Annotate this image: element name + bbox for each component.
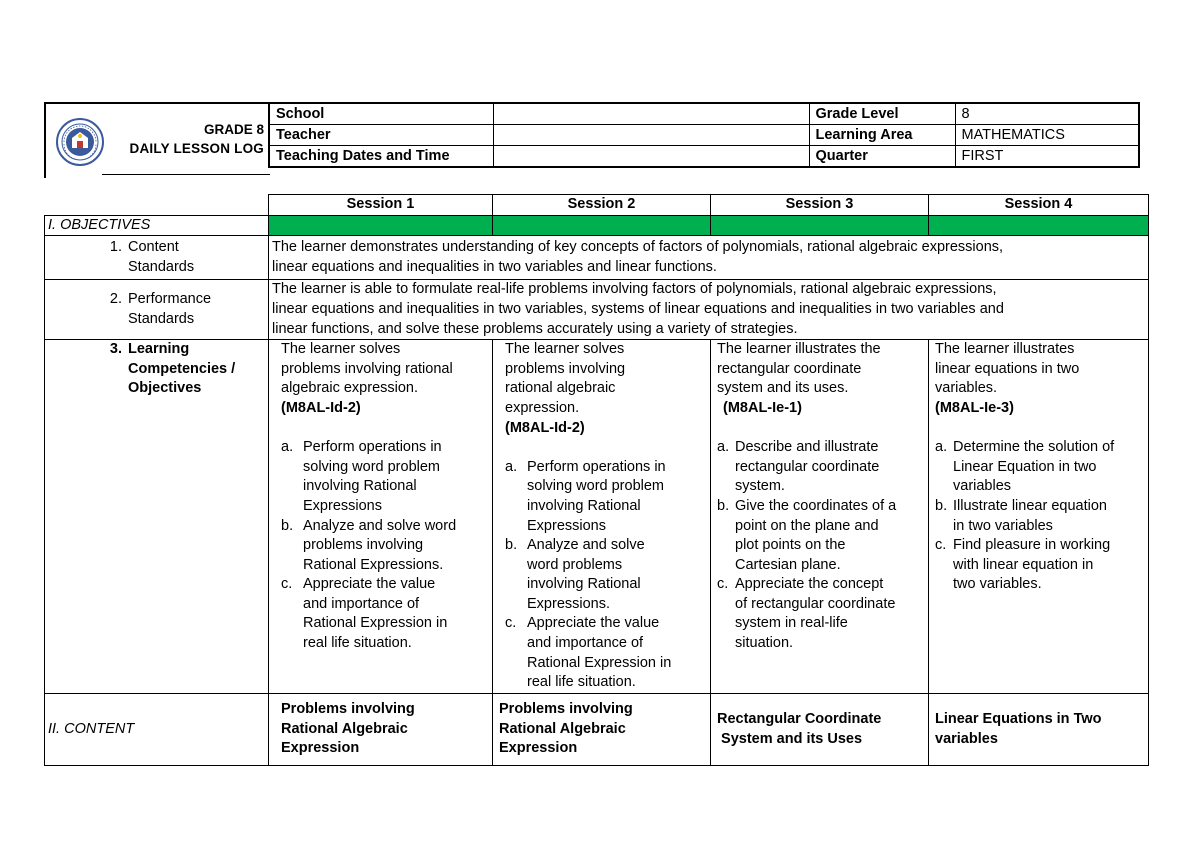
lesson-log-table xyxy=(44,194,1149,766)
list-item: c. Appreciate the value and importance of Rational Expression in real life situation. xyxy=(505,615,672,691)
list-item: b. Give the coordinates of a point on the plane and plot points on the Cartesian plane. xyxy=(717,497,897,573)
learning-area-value: MATHEMATICS xyxy=(955,125,1139,146)
logo-box xyxy=(44,102,270,174)
list-item: b. Illustrate linear equation in two variables xyxy=(935,497,1107,534)
performance-standards-row xyxy=(45,280,1149,340)
objectives-row xyxy=(45,215,1149,236)
list-item: a. Perform operations in solving word problem involving Rational Expressions xyxy=(505,458,666,534)
empty-corner-cell xyxy=(45,195,269,216)
competency-code: (M8AL-Id-2) xyxy=(505,419,585,436)
objectives-bar-3 xyxy=(711,215,929,236)
objectives-bar-4 xyxy=(929,215,1149,236)
school-row xyxy=(269,103,1139,125)
list-item: c. Find pleasure in working with linear equation in two variables. xyxy=(935,537,1111,593)
list-item: b. Analyze and solve word problems involving Rational Expressions. xyxy=(505,537,645,612)
session-1-header: Session 1 xyxy=(269,195,493,216)
performance-standards-text: The learner is able to formulate real-life problems involving factors of polynomials, rational algebraic expressions, linear equations and inequalities in two variables, systems of linear equations and inequalities in two variables and linear functions, and solve these problems accurately using a variety of strategies. xyxy=(269,280,1149,340)
content-standards-text: The learner demonstrates understanding of key concepts of factors of polynomials, rational algebraic expressions, linear equations and inequalities in two variables and linear functions. xyxy=(269,236,1149,280)
list-item: a. Determine the solution of Linear Equation in two variables xyxy=(935,439,1115,495)
objectives-bar-1 xyxy=(269,215,493,236)
learning-area-label: Learning Area xyxy=(809,125,955,146)
competency-code: (M8AL-Ie-3) xyxy=(935,399,1014,416)
competency-code: (M8AL-Id-2) xyxy=(281,399,361,416)
deped-seal-icon xyxy=(56,118,104,166)
content-standards-label: 1. Content Standards xyxy=(45,236,269,280)
session-3-header: Session 3 xyxy=(711,195,929,216)
session-3-content: Rectangular Coordinate System and its Uses xyxy=(711,694,929,766)
session-3-competency: The learner illustrates the rectangular coordinate system and its uses. (M8AL-Ie-1) a. Describe and illustrate rectangular coordinate system. b. Give the coordinates of a point on the plane and plot points on the Cartesian plane. c. Appreciate the concept of rectangular coordinate system in real-life situation. xyxy=(711,340,929,694)
session-1-content: Problems involving Rational Algebraic Expression xyxy=(269,694,493,766)
list-item: c. Appreciate the value and importance of Rational Expression in real life situation. xyxy=(281,576,448,652)
quarter-value: FIRST xyxy=(955,146,1139,168)
teacher-row xyxy=(269,125,1139,146)
learning-competencies-row xyxy=(45,340,1149,694)
session-2-competency: The learner solves problems involving rational algebraic expression. (M8AL-Id-2) a. Perform operations in solving word problem involving Rational Expressions b. Analyze and solve word problems involving Rational Expressions. c. Appreciate the value and importance of Rational Expression in real life situation. xyxy=(493,340,711,694)
school-value xyxy=(493,103,809,125)
header-section xyxy=(44,102,1148,174)
content-row xyxy=(45,694,1149,766)
teaching-dates-label: Teaching Dates and Time xyxy=(269,146,493,168)
grade-level-value: 8 xyxy=(955,103,1139,125)
list-item: a. Describe and illustrate rectangular coordinate system. xyxy=(717,439,880,495)
content-standards-row xyxy=(45,236,1149,280)
objectives-label: I. OBJECTIVES xyxy=(45,215,269,236)
session-1-competency: The learner solves problems involving rational algebraic expression. (M8AL-Id-2) a. Perform operations in solving word problem involving Rational Expressions b. Analyze and solve word problems involving Rational Expressions. c. Appreciate the value and importance of Rational Expression in real life situation. xyxy=(269,340,493,694)
list-item: b. Analyze and solve word problems involving Rational Expressions. xyxy=(281,517,457,573)
session-4-competency: The learner illustrates linear equations in two variables. (M8AL-Ie-3) a. Determine the solution of Linear Equation in two variables b. Illustrate linear equation in two variables c. Find pleasure in working with linear equation in two variables. xyxy=(929,340,1149,694)
session-2-content: Problems involving Rational Algebraic Expression xyxy=(493,694,711,766)
dates-row xyxy=(269,146,1139,168)
session-3-objectives-list xyxy=(717,438,925,654)
list-item: c. Appreciate the concept of rectangular coordinate system in real-life situation. xyxy=(717,576,896,652)
session-2-header: Session 2 xyxy=(493,195,711,216)
list-item: a. Perform operations in solving word problem involving Rational Expressions xyxy=(281,439,442,514)
session-4-header: Session 4 xyxy=(929,195,1149,216)
objectives-bar-2 xyxy=(493,215,711,236)
teacher-label: Teacher xyxy=(269,125,493,146)
performance-standards-label: 2. Performance Standards xyxy=(45,280,269,340)
content-label: II. CONTENT xyxy=(45,694,269,766)
session-2-objectives-list xyxy=(505,458,707,693)
session-header-row xyxy=(45,195,1149,216)
session-1-objectives-list xyxy=(281,438,489,654)
grade-label: GRADE 8 xyxy=(203,122,264,137)
grade-level-label: Grade Level xyxy=(809,103,955,125)
session-4-content: Linear Equations in Two variables xyxy=(929,694,1149,766)
teaching-dates-value xyxy=(493,146,809,168)
quarter-label: Quarter xyxy=(809,146,955,168)
daily-lesson-log-title: DAILY LESSON LOG xyxy=(129,141,264,156)
school-info-table xyxy=(268,102,1140,168)
teacher-value xyxy=(493,125,809,146)
session-4-objectives-list xyxy=(935,438,1145,595)
learning-competencies-label: 3. Learning Competencies / Objectives xyxy=(45,340,269,694)
competency-code: (M8AL-Ie-1) xyxy=(723,399,802,416)
school-label: School xyxy=(269,103,493,125)
